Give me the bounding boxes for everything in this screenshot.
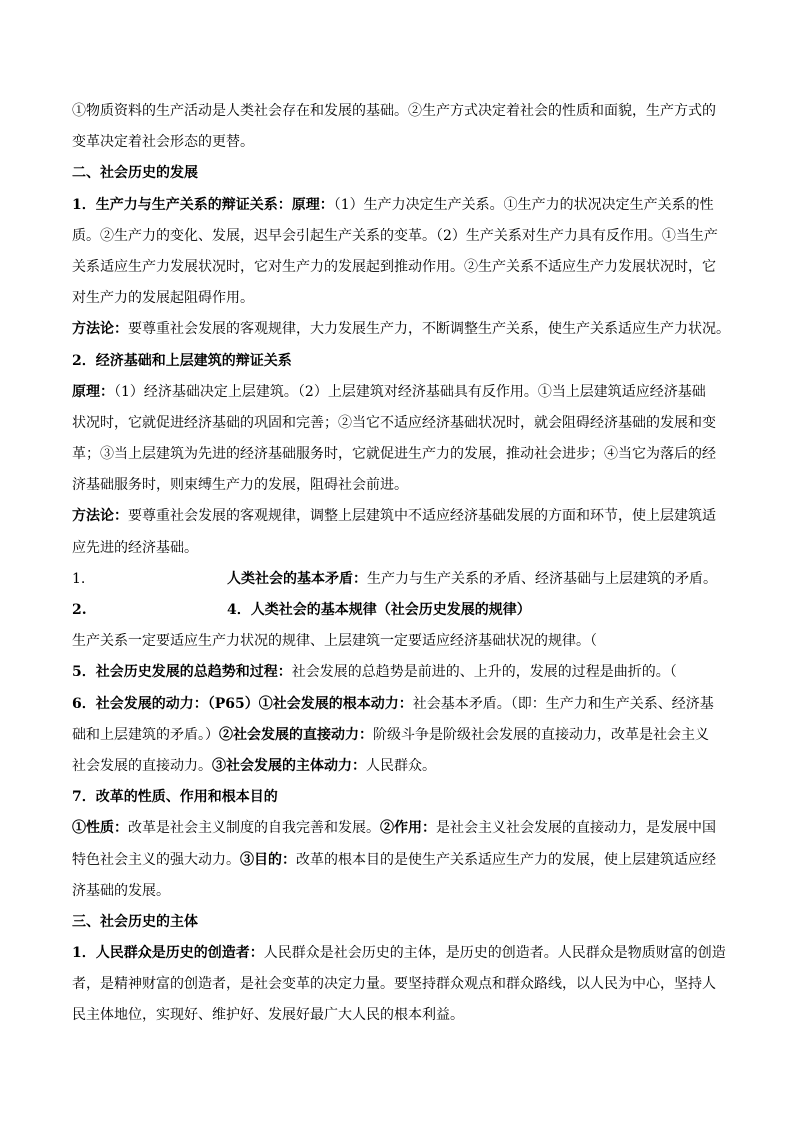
paragraph-line	[72, 501, 732, 532]
subheading: 7．改革的性质、作用和根本目的	[72, 789, 278, 806]
paragraph-line: 生产关系一定要适应生产力状况的规律、上层建筑一定要适应经济基础状况的规律。（	[72, 633, 597, 650]
bold-label: ②作用：	[380, 820, 436, 837]
paragraph-line	[72, 657, 732, 688]
document-body	[72, 96, 732, 1032]
bold-label: ③目的：	[240, 851, 296, 868]
paragraph-line	[72, 720, 732, 751]
list-item-content	[227, 564, 717, 595]
line-text: 阶级斗争是阶级社会发展的直接动力，改革是社会主义	[373, 726, 709, 743]
bold-label: ①性质：	[72, 820, 128, 837]
line-text: 改革是社会主义制度的自我完善和发展。	[128, 820, 380, 837]
paragraph-line: 关系适应生产力发展状况时，它对生产力的发展起到推动作用。②生产关系不适应生产力发展状况时，它	[72, 258, 716, 275]
section-heading-3: 三、社会历史的主体	[72, 913, 198, 930]
paragraph-line	[72, 190, 732, 221]
line-text: 要尊重社会发展的客观规律，调整上层建筑中不适应经济基础发展的方面和环节，使上层建筑适	[128, 508, 716, 525]
bold-label: 方法论：	[72, 508, 128, 525]
line-text: （1）生产力决定生产关系。①生产力的状况决定生产关系的性	[333, 196, 714, 213]
line-text: 人民群众是社会历史的主体，是历史的创造者。人民群众是物质财富的创造	[263, 945, 726, 962]
bold-label: ③社会发展的主体动力：	[212, 757, 366, 774]
bold-label: 1．人民群众是历史的创造者：	[72, 945, 264, 962]
paragraph-line	[72, 938, 732, 969]
bold-label: ②社会发展的直接动力：	[219, 726, 373, 743]
line-text: 社会发展的总趋势是前进的、上升的，发展的过程是曲折的。（	[291, 664, 677, 681]
section-heading-2: 二、社会历史的发展	[72, 165, 198, 182]
line-text: 要尊重社会发展的客观规律，大力发展生产力，不断调整生产关系，使生产关系适应生产力状况。	[128, 321, 730, 338]
line-text: 础和上层建筑的矛盾。）	[72, 726, 219, 743]
paragraph-line: 对生产力的发展起阻碍作用。	[72, 290, 254, 307]
paragraph-line: 济基础的发展。	[72, 882, 170, 899]
subheading: 2．经济基础和上层建筑的辩证关系	[72, 352, 292, 369]
line-text: 社会发展的直接动力。	[72, 757, 212, 774]
list-item	[72, 564, 732, 595]
paragraph-line: 质。②生产力的变化、发展，迟早会引起生产关系的变革。（2）生产关系对生产力具有反作用。①当生产	[72, 227, 718, 244]
paragraph-line	[72, 689, 732, 720]
line-text: 是社会主义社会发展的直接动力，是发展中国	[436, 820, 716, 837]
list-item-content: 4．人类社会的基本规律（社会历史发展的规律）	[227, 602, 531, 618]
line-text: 特色社会主义的强大动力。	[72, 851, 240, 868]
line-text: 改革的根本目的是使生产关系适应生产力的发展，使上层建筑适应经	[296, 851, 716, 868]
bold-label: 人类社会的基本矛盾：	[227, 570, 367, 587]
paragraph-line	[72, 845, 732, 876]
bold-label: 方法论：	[72, 321, 128, 338]
bold-label: 5．社会历史发展的总趋势和过程：	[72, 664, 292, 681]
line-text: 人民群众。	[366, 757, 436, 774]
list-item	[72, 595, 732, 626]
paragraph-line: 革；③当上层建筑为先进的经济基础服务时，它就促进生产力的发展，推动社会进步；④当它为落后的经	[72, 446, 716, 463]
paragraph-line	[72, 751, 732, 782]
bold-label: 原理：	[72, 383, 114, 400]
paragraph-line: 应先进的经济基础。	[72, 539, 198, 556]
paragraph-line: ①物质资料的生产活动是人类社会存在和发展的基础。②生产方式决定着社会的性质和面貌，生产方式的	[72, 103, 716, 119]
paragraph-line: 济基础服务时，则束缚生产力的发展，阻碍社会前进。	[72, 477, 408, 494]
paragraph-line	[72, 314, 732, 345]
paragraph-line: 者，是精神财富的创造者，是社会变革的决定力量。要坚持群众观点和群众路线，以人民为中心，坚持人	[72, 976, 716, 993]
bold-label: 1．生产力与生产关系的辩证关系：原理：	[72, 196, 334, 213]
paragraph-line: 变革决定着社会形态的更替。	[72, 134, 254, 151]
list-number: 2.	[72, 602, 87, 618]
list-number: 1.	[72, 570, 86, 587]
line-text: 社会基本矛盾。（即：生产力和生产关系、经济基	[412, 695, 714, 712]
line-text: 生产力与生产关系的矛盾、经济基础与上层建筑的矛盾。	[367, 570, 717, 587]
paragraph-line: 状况时，它就促进经济基础的巩固和完善；②当它不适应经济基础状况时，就会阻碍经济基础的发展和变	[72, 414, 716, 431]
paragraph-line	[72, 813, 732, 844]
line-text: （1）经济基础决定上层建筑。（2）上层建筑对经济基础具有反作用。①当上层建筑适应经济基础	[114, 383, 706, 400]
paragraph-line	[72, 377, 732, 408]
bold-label: 6．社会发展的动力：（P65）①社会发展的根本动力：	[72, 695, 413, 712]
paragraph-line: 民主体地位，实现好、维护好、发展好最广大人民的根本利益。	[72, 1007, 464, 1024]
